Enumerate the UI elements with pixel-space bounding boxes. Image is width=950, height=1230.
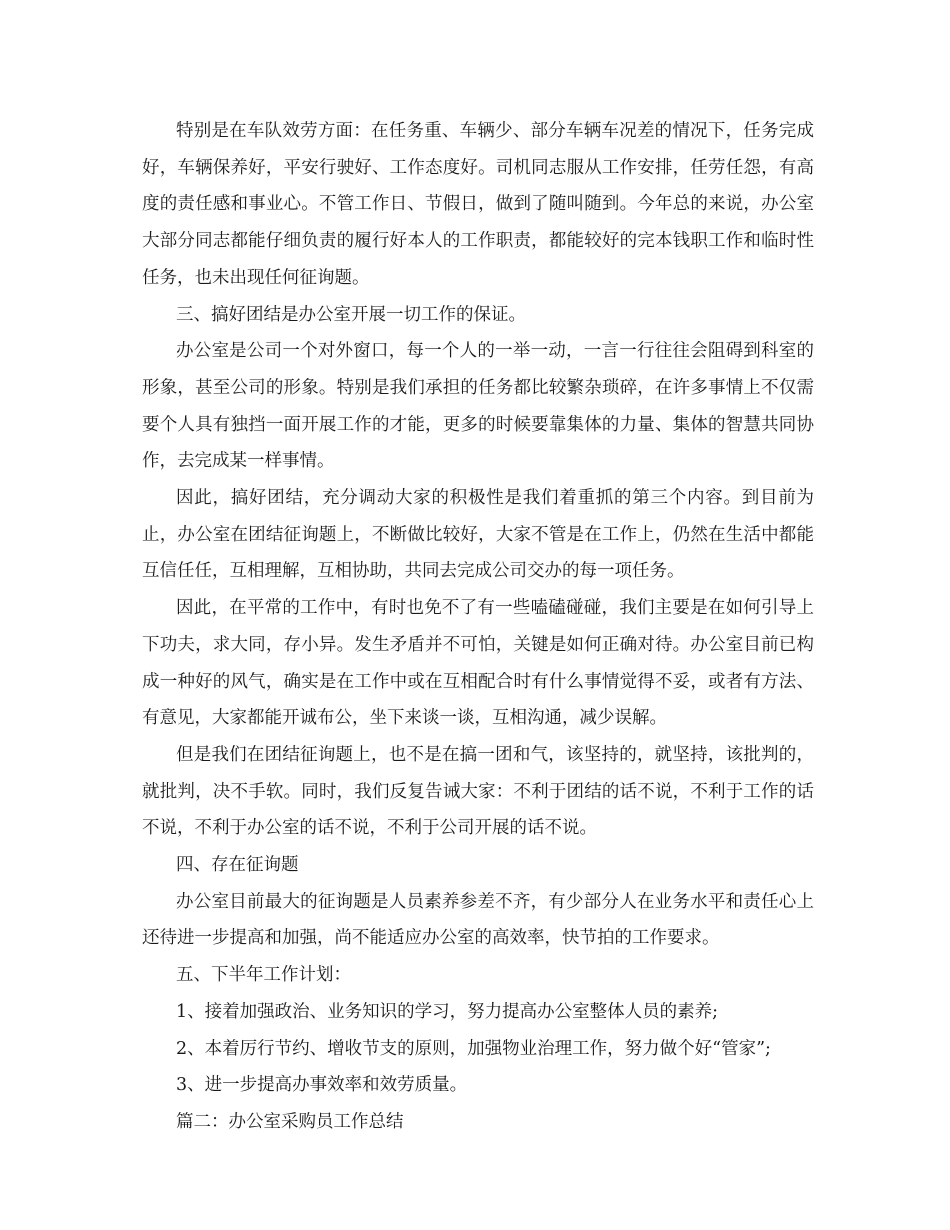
plan-item-1: 1、接着加强政治、业务知识的学习，努力提高办公室整体人员的素养; (176, 1001, 719, 1022)
paragraph-daily-work: 因此，在平常的工作中，有时也免不了有一些嗑磕碰碰，我们主要是在如何引导上下功夫，求大同，存小异。发生矛盾并不可怕，关键是如何正确对待。办公室目前已构成一种好的风气，确实是在工作中或在互相配合时有什么事情觉得不妥，或者有方法、有意见，大家都能开诚布公，坐下来谈一谈，互相沟通，减少误解。 (142, 598, 814, 729)
paragraph-existing-problems: 办公室目前最大的征询题是人员素养参差不齐，有少部分人在业务水平和责任心上还待进一步提高和加强，尚不能适应办公室的高效率，快节拍的工作要求。 (142, 891, 814, 949)
heading-section-three: 三、搞好团结是办公室开展一切工作的保证。 (176, 304, 526, 325)
plan-item-2: 2、本着厉行节约、增收节支的原则，加强物业治理工作，努力做个好“管家”; (176, 1038, 771, 1059)
heading-section-five: 五、下半年工作计划： (176, 965, 351, 986)
heading-part-two: 篇二：办公室采购员工作总结 (176, 1111, 404, 1132)
paragraph-office-window: 办公室是公司一个对外窗口，每一个人的一举一动，一言一行往往会阻碍到科室的形象，甚至公司的形象。特别是我们承担的任务都比较繁杂琐碎，在许多事情上不仅需要个人具有独挡一面开展工作的才能，更多的时候要靠集体的力量、集体的智慧共同协作，去完成某一样事情。 (142, 341, 814, 472)
plan-item-3: 3、进一步提高办事效率和效劳质量。 (176, 1075, 468, 1096)
paragraph-fleet-service: 特别是在车队效劳方面：在任务重、车辆少、部分车辆车况差的情况下，任务完成好，车辆保养好，平安行驶好、工作态度好。司机同志服从工作安排，任劳任怨，有高度的责任感和事业心。不管工作日、节假日，做到了随叫随到。今年总的来说，办公室大部分同志都能仔细负责的履行好本人的工作职责，都能较好的完本钱职工作和临时性任务，也未出现任何征询题。 (142, 121, 814, 288)
document-body (142, 113, 814, 1141)
paragraph-unity-focus: 因此，搞好团结，充分调动大家的积极性是我们着重抓的第三个内容。到目前为止，办公室在团结征询题上，不断做比较好，大家不管是在工作上，仍然在生活中都能互信任任，互相理解，互相协助，共同去完成公司交办的每一项任务。 (142, 488, 814, 582)
paragraph-unity-principles: 但是我们在团结征询题上，也不是在搞一团和气，该坚持的，就坚持，该批判的，就批判，决不手软。同时，我们反复告诫大家：不利于团结的话不说，不利于工作的话不说，不利于办公室的话不说，不利于公司开展的话不说。 (142, 744, 814, 839)
heading-section-four: 四、存在征询题 (176, 855, 299, 876)
